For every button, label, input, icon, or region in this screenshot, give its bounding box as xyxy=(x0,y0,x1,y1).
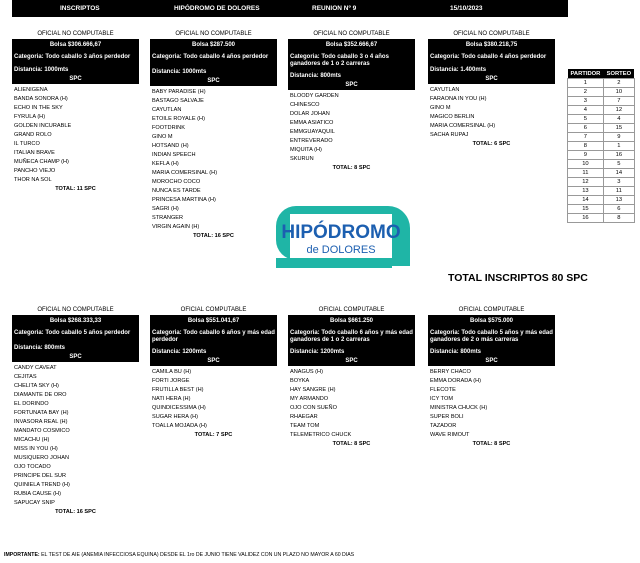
horse-item: MOROCHO COCO xyxy=(152,179,201,185)
horse-item: ICY TOM xyxy=(430,396,454,402)
partidor-cell: 12 xyxy=(568,178,604,187)
horse-item: RUBIA CAUSE (H) xyxy=(14,491,61,497)
race-bolsa: Bolsa $306.666,67 xyxy=(49,42,102,48)
race-3 xyxy=(288,30,415,173)
race-bolsa: Bolsa $352.666,67 xyxy=(325,42,378,48)
horse-item: MIQUITA (H) xyxy=(290,147,322,153)
horse-item: EMMGUAYAQUIL xyxy=(290,129,335,135)
sorteo-row xyxy=(568,169,635,178)
partidor-cell: 14 xyxy=(568,196,604,205)
horse-item: BERRY CHACO xyxy=(430,369,471,375)
race-4 xyxy=(428,30,555,149)
race-info-block xyxy=(288,315,415,366)
sorteo-row xyxy=(568,133,635,142)
horse-item: SUPER BOLI xyxy=(430,414,464,420)
horse-item: STRANGER xyxy=(152,215,184,221)
race-spc: SPC xyxy=(485,76,498,82)
horse-item: GINO M xyxy=(152,134,173,140)
race-distancia: Distancia: 800mts xyxy=(430,349,482,355)
horse-item: SKURUN xyxy=(290,156,314,162)
sorteo-row xyxy=(568,142,635,151)
horse-item: PANCHO VIEJO xyxy=(14,168,56,174)
hipodromo-logo xyxy=(276,200,412,270)
horse-item: INDIAN SPEECH xyxy=(152,152,196,158)
sorteo-cell: 4 xyxy=(603,115,634,124)
race-total: TOTAL: 11 SPC xyxy=(55,186,96,192)
horse-item: MARIA COMERSINAL (H) xyxy=(152,170,218,176)
horse-item: FRUTILLA BEST (H) xyxy=(152,387,204,393)
race-spc: SPC xyxy=(207,78,220,84)
horse-item: NATI HERA (H) xyxy=(152,396,191,402)
horse-item: HOTSAND (H) xyxy=(152,143,189,149)
horse-item: FOOTDRINK xyxy=(152,125,185,131)
horse-item: ALIENIGENA xyxy=(14,87,48,93)
sorteo-row xyxy=(568,196,635,205)
race-categoria: Categoria: Todo caballo 5 años perdedor xyxy=(14,330,131,336)
horse-item: IL TURCO xyxy=(14,141,40,147)
race-title: OFICIAL NO COMPUTABLE xyxy=(453,31,530,37)
race-distancia: Distancia: 1.400mts xyxy=(430,67,487,73)
horse-item: CAYUTLAN xyxy=(430,87,460,93)
race-categoria: Categoria: Todo caballo 3 o 4 años ganadores de 1 o 2 carreras xyxy=(290,54,389,67)
horse-item: ANAGUS (H) xyxy=(290,369,323,375)
sorteo-cell: 10 xyxy=(603,88,634,97)
horse-item: OJO CON SUEÑO xyxy=(290,405,337,411)
horse-item: PRINCIPE DEL SUR xyxy=(14,473,67,479)
sorteo-cell: 1 xyxy=(603,142,634,151)
partidor-cell: 13 xyxy=(568,187,604,196)
sorteo-cell: 9 xyxy=(603,133,634,142)
horse-item: MUSIQUERO JOHAN xyxy=(14,455,70,461)
horse-item: FORTUNATA BAY (H) xyxy=(14,410,69,416)
logo-line1: HIPÓDROMO xyxy=(281,222,401,243)
horse-item: CAYUTLAN xyxy=(152,107,182,113)
sorteo-cell: 15 xyxy=(603,124,634,133)
horse-list xyxy=(428,368,555,440)
header-bar xyxy=(12,0,568,17)
race-bolsa: Bolsa $287.500 xyxy=(191,42,236,48)
horse-item: CAMILA BU (H) xyxy=(152,369,192,375)
horse-item: PRINCESA MARTINA (H) xyxy=(152,197,216,203)
partidor-header: PARTIDOR xyxy=(568,69,604,79)
partidor-cell: 16 xyxy=(568,214,604,223)
partidor-cell: 5 xyxy=(568,115,604,124)
header-inscriptos: INSCRIPTOS xyxy=(60,5,100,12)
race-categoria: Categoria: Todo caballo 6 años y más edad ganadores de 1 o 2 carreras xyxy=(290,330,413,343)
race-distancia: Distancia: 1200mts xyxy=(290,349,345,355)
race-bolsa: Bolsa $268.333,33 xyxy=(49,318,102,324)
race-categoria: Categoria: Todo caballo 5 años y más edad ganadores de 2 o más carreras xyxy=(430,330,553,343)
horse-item: BABY PARADISE (H) xyxy=(152,89,206,95)
total-inscriptos: TOTAL INSCRIPTOS 80 SPC xyxy=(448,272,588,284)
important-note xyxy=(4,552,354,558)
horse-item: FARAONA IN YOU (H) xyxy=(430,96,487,102)
horse-item: MINISTRA CHUCK (H) xyxy=(430,405,488,411)
race-6 xyxy=(150,306,277,440)
horse-list xyxy=(428,86,555,140)
race-title: OFICIAL NO COMPUTABLE xyxy=(37,31,114,37)
horse-item: ENTREVERADO xyxy=(290,138,333,144)
note-text: EL TEST DE AIE (ANEMIA INFECCIOSA EQUINA) DESDE EL 1ro DE JUNIO TIENE VALIDEZ CON UN PLAZO NO MAYOR A 60 DIAS xyxy=(39,552,355,558)
race-5 xyxy=(12,306,139,517)
race-title: OFICIAL NO COMPUTABLE xyxy=(175,31,252,37)
horse-item: ITALIAN BRAVE xyxy=(14,150,55,156)
horse-list xyxy=(12,364,139,508)
horse-item: MANDATO COSMICO xyxy=(14,428,70,434)
partidor-cell: 11 xyxy=(568,169,604,178)
sorteo-row xyxy=(568,124,635,133)
race-bolsa: Bolsa $661.250 xyxy=(329,318,374,324)
sorteo-row xyxy=(568,187,635,196)
horse-item: SAGRI (H) xyxy=(152,206,179,212)
horse-item: WAVE RIMOUT xyxy=(430,432,470,438)
race-info-block xyxy=(428,39,555,84)
horse-item: RHAEGAR xyxy=(290,414,318,420)
sorteo-row xyxy=(568,106,635,115)
horse-item: CHELITA SKY (H) xyxy=(14,383,59,389)
logo-teal-bottom xyxy=(276,258,392,268)
horse-item: SAPUCAY SNIP xyxy=(14,500,55,506)
sorteo-cell: 5 xyxy=(603,160,634,169)
race-distancia: Distancia: 1000mts xyxy=(152,69,207,75)
race-info-block xyxy=(150,315,277,366)
horse-list xyxy=(150,368,277,431)
race-categoria: Categoria: Todo caballo 3 años perdedor xyxy=(14,54,131,60)
horse-item: HAY SANGRE (H) xyxy=(290,387,336,393)
partidor-cell: 1 xyxy=(568,79,604,88)
horse-item: DOLAR JOHAN xyxy=(290,111,330,117)
sorteo-row xyxy=(568,214,635,223)
horse-item: DIAMANTE DE ORO xyxy=(14,392,67,398)
race-total: TOTAL: 8 SPC xyxy=(472,441,511,447)
race-distancia: Distancia: 800mts xyxy=(290,73,342,79)
race-info-block xyxy=(12,39,139,84)
horse-item: MUÑECA CHAMP (H) xyxy=(14,159,69,165)
race-spc: SPC xyxy=(69,354,82,360)
race-distancia: Distancia: 1200mts xyxy=(152,349,207,355)
horse-item: TEAM TOM xyxy=(290,423,320,429)
race-spc: SPC xyxy=(69,76,82,82)
horse-item: MICACHU (H) xyxy=(14,437,50,443)
horse-item: SUGAR HERA (H) xyxy=(152,414,198,420)
horse-list xyxy=(12,86,139,185)
race-categoria: Categoria: Todo caballo 4 años perdedor xyxy=(430,54,547,60)
horse-item: CANDY CAVEAT xyxy=(14,365,57,371)
horse-item: FORTI JORGE xyxy=(152,378,190,384)
horse-item: GINO M xyxy=(430,105,451,111)
note-label: IMPORTANTE: xyxy=(4,552,40,558)
race-total: TOTAL: 16 SPC xyxy=(55,509,96,515)
horse-item: THOR NA SOL xyxy=(14,177,52,183)
horse-item: GOLDEN INCURABLE xyxy=(14,123,72,129)
horse-item: MAGICO BERLIN xyxy=(430,114,475,120)
sorteo-cell: 13 xyxy=(603,196,634,205)
race-bolsa: Bolsa $575.000 xyxy=(469,318,514,324)
horse-item: CEJITAS xyxy=(14,374,37,380)
sorteo-row xyxy=(568,115,635,124)
race-info-block xyxy=(150,39,277,86)
horse-list xyxy=(288,92,415,164)
race-2 xyxy=(150,30,277,241)
sorteo-row xyxy=(568,79,635,88)
race-8 xyxy=(428,306,555,449)
sorteo-cell: 14 xyxy=(603,169,634,178)
sorteo-row xyxy=(568,178,635,187)
horse-list xyxy=(150,88,277,232)
logo-line2: de DOLORES xyxy=(306,244,376,256)
horse-item: EMMA ASIATICO xyxy=(290,120,334,126)
horse-item: TELEMETRICO CHUCK xyxy=(290,432,352,438)
race-total: TOTAL: 7 SPC xyxy=(194,432,233,438)
horse-item: ETOILE ROYALE (H) xyxy=(152,116,205,122)
race-spc: SPC xyxy=(485,358,498,364)
race-info-block xyxy=(428,315,555,366)
race-spc: SPC xyxy=(345,82,358,88)
horse-item: CHINESCO xyxy=(290,102,320,108)
header-venue: HIPÓDROMO DE DOLORES xyxy=(174,5,260,12)
race-total: TOTAL: 8 SPC xyxy=(332,165,371,171)
partidor-cell: 10 xyxy=(568,160,604,169)
sorteo-cell: 7 xyxy=(603,97,634,106)
horse-item: NUNCA ES TARDE xyxy=(152,188,201,194)
sorteo-cell: 16 xyxy=(603,151,634,160)
horse-item: QUINDICESSIMA (H) xyxy=(152,405,206,411)
race-7 xyxy=(288,306,415,449)
race-total: TOTAL: 16 SPC xyxy=(193,233,234,239)
partidor-cell: 2 xyxy=(568,88,604,97)
partidor-cell: 8 xyxy=(568,142,604,151)
sorteo-cell: 3 xyxy=(603,178,634,187)
horse-item: BANDA SONORA (H) xyxy=(14,96,68,102)
partidor-cell: 15 xyxy=(568,205,604,214)
race-title: OFICIAL COMPUTABLE xyxy=(458,307,525,313)
horse-item: MISS IN YOU (H) xyxy=(14,446,58,452)
horse-item: FYRULA (H) xyxy=(14,114,46,120)
horse-item: TAZADOR xyxy=(430,423,457,429)
horse-item: FLECOTE xyxy=(430,387,456,393)
race-info-block xyxy=(12,315,139,362)
race-1 xyxy=(12,30,139,194)
race-distancia: Distancia: 800mts xyxy=(14,345,66,351)
partidor-cell: 3 xyxy=(568,97,604,106)
partidor-cell: 7 xyxy=(568,133,604,142)
horse-item: BLOODY GARDEN xyxy=(290,93,339,99)
horse-item: MY ARMANDO xyxy=(290,396,329,402)
race-spc: SPC xyxy=(207,358,220,364)
race-title: OFICIAL COMPUTABLE xyxy=(318,307,385,313)
race-categoria: Categoria: Todo caballo 6 años y más edad perdedor xyxy=(152,330,275,343)
sorteo-cell: 8 xyxy=(603,214,634,223)
horse-item: QUINIELA TREND (H) xyxy=(14,482,70,488)
race-title: OFICIAL COMPUTABLE xyxy=(180,307,247,313)
horse-item: VIRGIN AGAIN (H) xyxy=(152,224,200,230)
partidor-cell: 4 xyxy=(568,106,604,115)
race-title: OFICIAL NO COMPUTABLE xyxy=(37,307,114,313)
horse-list xyxy=(288,368,415,440)
race-title: OFICIAL NO COMPUTABLE xyxy=(313,31,390,37)
race-categoria: Categoria: Todo caballo 4 años perdedor xyxy=(152,54,269,60)
sorteo-table xyxy=(567,69,635,223)
horse-item: EL DORINDO xyxy=(14,401,49,407)
sorteo-row xyxy=(568,151,635,160)
horse-item: BASTAGO SALVAJE xyxy=(152,98,204,104)
partidor-cell: 6 xyxy=(568,124,604,133)
race-spc: SPC xyxy=(345,358,358,364)
sorteo-row xyxy=(568,97,635,106)
horse-item: INVASORA REAL (H) xyxy=(14,419,68,425)
sorteo-cell: 11 xyxy=(603,187,634,196)
sorteo-header: SORTEO xyxy=(603,69,634,79)
header-date: 15/10/2023 xyxy=(450,5,483,12)
horse-item: ECHO IN THE SKY xyxy=(14,105,63,111)
race-info-block xyxy=(288,39,415,90)
race-total: TOTAL: 8 SPC xyxy=(332,441,371,447)
race-bolsa: Bolsa $380.218,75 xyxy=(465,42,518,48)
horse-item: OJO TOCADO xyxy=(14,464,51,470)
horse-item: SACHA RUPAJ xyxy=(430,132,469,138)
horse-item: KEFLA (H) xyxy=(152,161,179,167)
sorteo-cell: 12 xyxy=(603,106,634,115)
sorteo-cell: 2 xyxy=(603,79,634,88)
race-total: TOTAL: 6 SPC xyxy=(472,141,511,147)
sorteo-row xyxy=(568,88,635,97)
sorteo-row xyxy=(568,205,635,214)
sorteo-cell: 6 xyxy=(603,205,634,214)
horse-item: GRAND ROLO xyxy=(14,132,52,138)
horse-item: EMMA DORADA (H) xyxy=(430,378,481,384)
header-reunion: REUNION Nº 9 xyxy=(312,5,357,12)
horse-item: BOYKA xyxy=(290,378,310,384)
horse-item: TOALLA MOJADA (H) xyxy=(152,423,207,429)
horse-item: MARIA COMERSINAL (H) xyxy=(430,123,496,129)
sorteo-row xyxy=(568,160,635,169)
race-distancia: Distancia: 1000mts xyxy=(14,67,69,73)
partidor-cell: 9 xyxy=(568,151,604,160)
race-bolsa: Bolsa $551.041,67 xyxy=(187,318,240,324)
